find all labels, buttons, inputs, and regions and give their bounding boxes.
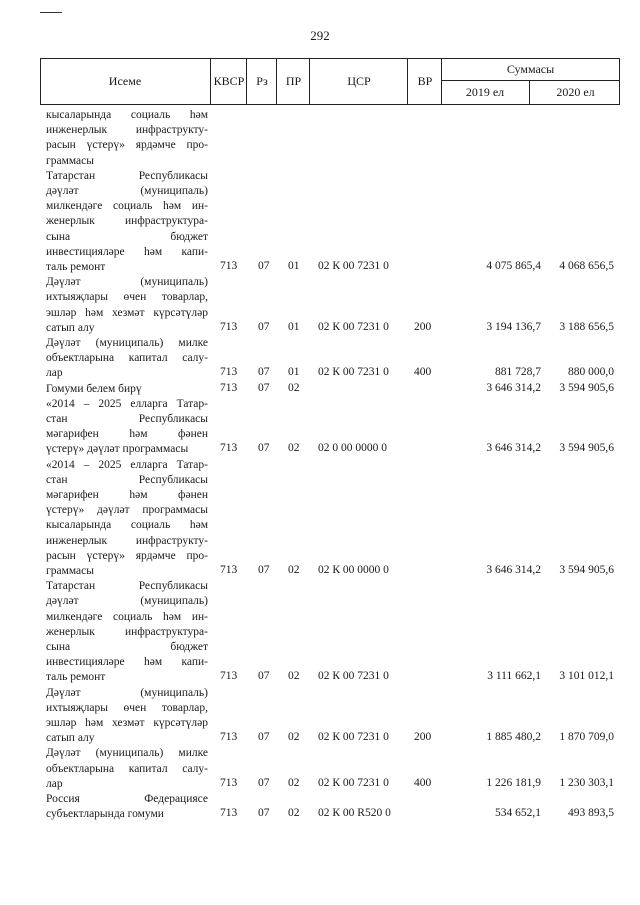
row-name-line: лар <box>46 367 63 380</box>
row-name-line: сына бюджет <box>46 230 208 243</box>
row-vr: 400 <box>414 366 432 379</box>
row-v2020: 880 000,0 <box>568 366 614 379</box>
row-name-line: объектларына капитал салу- <box>46 762 208 775</box>
row-name <box>46 336 208 382</box>
row-rz: 07 <box>258 563 270 576</box>
row-csr: 02 К 00 7231 0 <box>318 366 389 379</box>
header-vr: ВР <box>407 58 442 104</box>
table-row <box>0 579 640 685</box>
row-kvsr: 713 <box>220 442 238 455</box>
table-row <box>0 108 640 169</box>
row-pr: 02 <box>288 807 300 820</box>
row-pr: 02 <box>288 563 300 576</box>
row-v2019: 4 075 865,4 <box>486 259 541 272</box>
table-row <box>0 746 640 792</box>
row-name-line: лар <box>46 777 63 790</box>
row-name-line: Дәүләт (муниципаль) милке <box>46 337 208 349</box>
row-kvsr: 713 <box>220 366 238 379</box>
row-name-line: инженерлык инфраструкту- <box>46 534 208 547</box>
row-name-line: мәгарифен һәм фәнен <box>46 428 208 441</box>
row-name <box>46 275 208 336</box>
header-name: Исеме <box>108 73 142 88</box>
row-name-line: сатып алу <box>46 321 95 334</box>
row-name-line: Татарстан Республикасы <box>46 169 208 182</box>
header-2019: 2019 ел <box>465 84 505 99</box>
row-name-line: расын үстерү» ярдәмче про- <box>46 139 208 152</box>
row-name-line: инвестицияләре һәм капи- <box>46 656 208 669</box>
header-csr: ЦСР <box>309 58 408 104</box>
row-kvsr: 713 <box>220 670 238 683</box>
table-row <box>0 792 640 822</box>
row-pr: 01 <box>288 320 300 333</box>
row-v2019: 3 111 662,1 <box>487 670 541 683</box>
row-vr: 200 <box>414 320 432 333</box>
row-name <box>46 382 208 397</box>
row-kvsr: 713 <box>220 563 238 576</box>
row-vr: 400 <box>414 776 432 789</box>
row-name-line: граммасы <box>46 154 94 167</box>
row-kvsr: 713 <box>220 807 238 820</box>
header-sums: Суммасы <box>506 61 555 76</box>
row-csr: 02 К 00 R520 0 <box>318 807 391 820</box>
header-pr: ПР <box>276 58 310 104</box>
row-name-line: «2014 – 2025 елларга Татар- <box>46 458 208 471</box>
row-name-line: Россия Федерациясе <box>46 793 208 805</box>
row-v2019: 3 194 136,7 <box>486 320 541 333</box>
row-name-line: объектларына капитал салу- <box>46 352 208 365</box>
row-name-line: милкендәге социаль һәм ин- <box>46 610 208 623</box>
row-rz: 07 <box>258 381 270 394</box>
row-kvsr: 713 <box>220 776 238 789</box>
row-vr: 200 <box>414 731 432 744</box>
row-rz: 07 <box>258 366 270 379</box>
table-row <box>0 336 640 382</box>
row-name-line: субъектларында гомуми <box>46 808 164 821</box>
row-name-line: стан Республикасы <box>46 473 208 486</box>
row-v2019: 3 646 314,2 <box>486 563 541 576</box>
row-v2020: 493 893,5 <box>568 807 614 820</box>
row-name-line: «2014 – 2025 елларга Татар- <box>46 397 208 410</box>
row-v2020: 3 188 656,5 <box>559 320 614 333</box>
row-rz: 07 <box>258 670 270 683</box>
row-kvsr: 713 <box>220 259 238 272</box>
row-rz: 07 <box>258 442 270 455</box>
row-v2019: 881 728,7 <box>495 366 541 379</box>
table-row <box>0 382 640 397</box>
row-name-line: таль ремонт <box>46 671 106 684</box>
row-kvsr: 713 <box>220 731 238 744</box>
row-csr: 02 К 00 7231 0 <box>318 776 389 789</box>
row-pr: 01 <box>288 259 300 272</box>
row-kvsr: 713 <box>220 320 238 333</box>
row-pr: 02 <box>288 381 300 394</box>
row-v2019: 1 885 480,2 <box>486 731 541 744</box>
row-name-line: дәүләт (муниципаль) <box>46 185 208 197</box>
row-csr: 02 К 00 0000 0 <box>318 563 389 576</box>
row-name-line: Татарстан Республикасы <box>46 580 208 593</box>
row-name-line: милкендәге социаль һәм ин- <box>46 200 208 213</box>
row-name-line: Дәүләт (муниципаль) <box>46 276 208 289</box>
row-rz: 07 <box>258 776 270 789</box>
row-name-line: сатып алу <box>46 732 95 745</box>
row-v2019: 1 226 181,9 <box>486 776 541 789</box>
row-name-line: эшләр һәм хезмәт күрсәтүләр <box>46 717 208 729</box>
row-csr: 02 0 00 0000 0 <box>318 442 387 455</box>
row-name <box>46 746 208 792</box>
row-rz: 07 <box>258 731 270 744</box>
header-2020: 2020 ел <box>529 80 621 104</box>
row-rz: 07 <box>258 320 270 333</box>
row-name-line: Дәүләт (муниципаль) милке <box>46 747 208 760</box>
row-kvsr: 713 <box>220 381 238 394</box>
row-name <box>46 169 208 275</box>
row-pr: 02 <box>288 670 300 683</box>
row-name-line: үстерү» дәүләт программасы <box>46 504 208 517</box>
table-row <box>0 169 640 275</box>
row-name <box>46 458 208 580</box>
row-csr: 02 К 00 7231 0 <box>318 259 389 272</box>
row-name-line: Гомуми белем бирү <box>46 382 142 395</box>
row-name <box>46 579 208 685</box>
row-name-line: үстерү» дәүләт программасы <box>46 443 189 456</box>
row-name-line: Дәүләт (муниципаль) <box>46 686 208 699</box>
row-v2019: 3 646 314,2 <box>486 381 541 394</box>
row-rz: 07 <box>258 259 270 272</box>
row-name <box>46 792 208 822</box>
row-name-line: эшләр һәм хезмәт күрсәтүләр <box>46 306 208 319</box>
row-name-line: сына бюджет <box>46 641 208 653</box>
row-name-line: ихтыяҗлары өчен товарлар, <box>46 291 208 304</box>
row-name <box>46 397 208 458</box>
row-name-line: дәүләт (муниципаль) <box>46 595 208 608</box>
row-v2019: 3 646 314,2 <box>486 442 541 455</box>
table-row <box>0 397 640 458</box>
row-name-line: расын үстерү» ярдәмче про- <box>46 549 208 562</box>
row-v2020: 3 101 012,1 <box>559 670 614 683</box>
row-name-line: кысаларында социаль һәм <box>46 519 208 532</box>
row-name <box>46 108 208 169</box>
row-pr: 02 <box>288 731 300 744</box>
row-v2020: 1 870 709,0 <box>559 731 614 744</box>
row-name-line: мәгарифен һәм фәнен <box>46 489 208 501</box>
row-name-line: женерлык инфраструктура- <box>46 215 208 228</box>
row-name-line: таль ремонт <box>46 261 106 274</box>
header-kvsr: КВСР <box>210 58 247 104</box>
row-pr: 02 <box>288 776 300 789</box>
table-row <box>0 458 640 580</box>
top-rule <box>40 12 62 13</box>
row-pr: 01 <box>288 366 300 379</box>
row-v2020: 3 594 905,6 <box>559 442 614 455</box>
row-name-line: стан Республикасы <box>46 413 208 425</box>
header-rz: Рз <box>246 58 277 104</box>
row-name-line: ихтыяҗлары өчен товарлар, <box>46 701 208 714</box>
table-row <box>0 686 640 747</box>
table-row <box>0 275 640 336</box>
row-name-line: инвестицияләре һәм капи- <box>46 245 208 258</box>
row-v2020: 3 594 905,6 <box>559 563 614 576</box>
row-name <box>46 686 208 747</box>
row-v2019: 534 652,1 <box>495 807 541 820</box>
row-csr: 02 К 00 7231 0 <box>318 320 389 333</box>
row-csr: 02 К 00 7231 0 <box>318 670 389 683</box>
row-v2020: 3 594 905,6 <box>559 381 614 394</box>
page-number: 292 <box>310 28 330 43</box>
row-name-line: граммасы <box>46 565 94 578</box>
row-pr: 02 <box>288 442 300 455</box>
row-name-line: кысаларында социаль һәм <box>46 109 208 121</box>
row-name-line: инженерлык инфраструкту- <box>46 124 208 137</box>
row-name-line: женерлык инфраструктура- <box>46 625 208 638</box>
row-rz: 07 <box>258 807 270 820</box>
row-v2020: 1 230 303,1 <box>559 776 614 789</box>
row-v2020: 4 068 656,5 <box>559 259 614 272</box>
row-csr: 02 К 00 7231 0 <box>318 731 389 744</box>
